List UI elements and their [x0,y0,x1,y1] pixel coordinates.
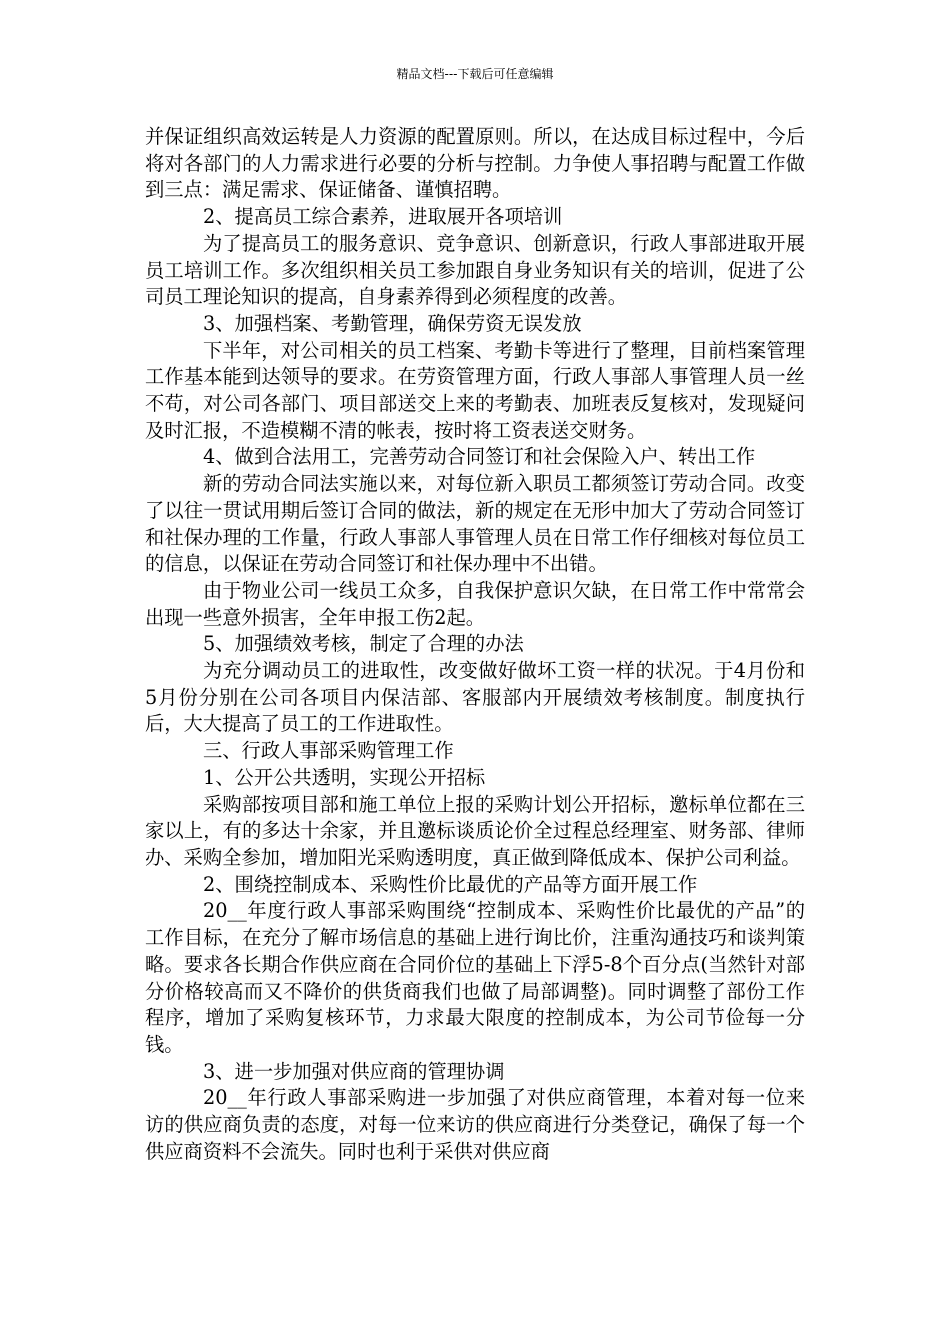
document-body [145,124,805,1165]
heading-2-cost: 2、围绕控制成本、采购性价比最优的产品等方面开展工作 [203,872,698,896]
paragraph-1: 并保证组织高效运转是人力资源的配置原则。所以，在达成目标过程中，今后将对各部门的人力需求进行必要的分析与控制。力争使人事招聘与配置工作做到三点：满足需求、保证储备、谨慎招聘。 [145,125,805,202]
heading-4-contracts: 4、做到合法用工，完善劳动合同签订和社会保险入户、转出工作 [203,445,756,469]
paragraph-cost: 20__年度行政人事部采购围绕“控制成本、采购性价比最优的产品”的工作目标，在充分了解市场信息的基础上进行询比价，注重沟通技巧和谈判策略。要求各长期合作供应商在合同价位的基础上下浮5-8个百分点(当然针对部分价格较高而又不降价的供货商我们也做了局部调整)。同时调整了部份工作程序，增加了采购复核环节，力求最大限度的控制成本，为公司节俭每一分钱。 [145,899,805,1056]
heading-3-suppliers: 3、进一步加强对供应商的管理协调 [203,1059,505,1083]
page-header: 精品文档---下载后可任意编辑 [396,67,554,81]
heading-1-bidding: 1、公开公共透明，实现公开招标 [203,765,486,789]
heading-3-archives: 3、加强档案、考勤管理，确保劳资无误发放 [203,311,582,335]
heading-2-training: 2、提高员工综合素养，进取展开各项培训 [203,205,563,229]
paragraph-contracts: 新的劳动合同法实施以来，对每位新入职员工都须签订劳动合同。改变了以往一贯试用期后签订合同的做法，新的规定在无形中加大了劳动合同签订和社保办理的工作量，行政人事部人事管理人员在日常工作仔细核对每位员工的信息，以保证在劳动合同签订和社保办理中不出错。 [145,472,805,576]
paragraph-injury: 由于物业公司一线员工众多，自我保护意识欠缺，在日常工作中常常会出现一些意外损害，全年申报工伤2起。 [145,578,805,629]
paragraph-archives: 下半年，对公司相关的员工档案、考勤卡等进行了整理，目前档案管理工作基本能到达领导的要求。在劳资管理方面，行政人事部人事管理人员一丝不苟，对公司各部门、项目部送交上来的考勤表、加班表反复核对，发现疑问及时汇报，不造模糊不清的帐表，按时将工资表送交财务。 [145,338,805,442]
section-heading-procurement: 三、行政人事部采购管理工作 [203,739,454,763]
heading-5-performance: 5、加强绩效考核，制定了合理的办法 [203,632,524,656]
paragraph-suppliers: 20__年行政人事部采购进一步加强了对供应商管理，本着对每一位来访的供应商负责的态度，对每一位来访的供应商进行分类登记，确保了每一个供应商资料不会流失。同时也利于采供对供应商 [145,1086,805,1163]
paragraph-bidding: 采购部按项目部和施工单位上报的采购计划公开招标，邀标单位都在三家以上，有的多达十余家，并且邀标谈质论价全过程总经理室、财务部、律师办、采购全参加，增加阳光采购透明度，真正做到降低成本、保护公司利益。 [145,792,805,869]
paragraph-training: 为了提高员工的服务意识、竞争意识、创新意识，行政人事部进取开展员工培训工作。多次组织相关员工参加跟自身业务知识有关的培训，促进了公司员工理论知识的提高，自身素养得到必须程度的改善。 [145,231,805,309]
paragraph-performance: 为充分调动员工的进取性，改变做好做坏工资一样的状况。于4月份和5月份分别在公司各项目内保洁部、客服部内开展绩效考核制度。制度执行后，大大提高了员工的工作进取性。 [145,659,805,736]
